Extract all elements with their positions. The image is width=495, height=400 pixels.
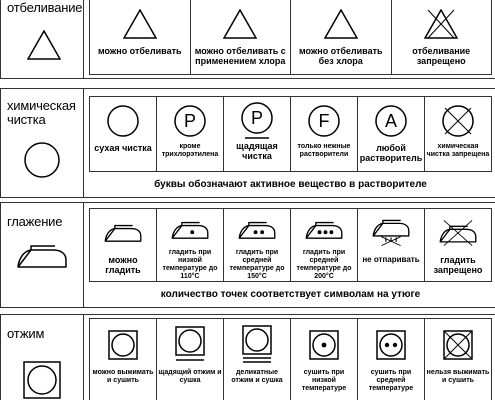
spin-category-cell (0, 315, 84, 400)
ironing-item-label: гладить при средней температуре до 150°С (229, 249, 285, 280)
dryclean-grid (89, 96, 492, 172)
dryclean-title-line2: чистка (7, 112, 46, 127)
ironing-item-high (290, 209, 357, 281)
spin-grid (89, 318, 492, 400)
ironing-item-medium (223, 209, 290, 281)
ironing-item-allowed (90, 209, 156, 281)
dryclean-item-label: любой растворитель (359, 143, 423, 163)
circle-p-icon (173, 104, 207, 138)
iron-no-steam-icon (371, 217, 411, 249)
ironing-item-label: гладить при низкой температуре до 110°С (162, 249, 218, 280)
circle-a-icon (374, 104, 408, 138)
ironing-item-no-steam (357, 209, 424, 281)
spin-item-medium-temp (357, 319, 424, 400)
dryclean-item-f (290, 97, 357, 171)
circle-icon (23, 141, 61, 179)
ironing-item-label: можно гладить (105, 255, 141, 275)
iron-two-dots-icon (237, 219, 277, 241)
dryclean-item-p-gentle (223, 97, 290, 171)
bleach-item-label: отбеливание запрещено (412, 46, 471, 66)
spin-item-label: можно выжимать и сушить (92, 369, 154, 384)
dryclean-section (0, 88, 495, 198)
dryclean-item-dry (90, 97, 156, 171)
circle-letter: A (384, 111, 398, 131)
square-circle-one-dot-icon (309, 330, 339, 360)
square-circle-icon (23, 361, 61, 399)
dryclean-item-label: щадящая чистка (236, 141, 278, 161)
spin-item-allowed (90, 319, 156, 400)
square-circle-underlined-icon (175, 326, 205, 364)
square-circle-double-underlined-icon (242, 325, 272, 365)
bleach-category-cell (0, 0, 84, 78)
spin-item-gentle (156, 319, 223, 400)
spin-item-label: сушить при средней температуре (368, 369, 414, 392)
ironing-note: количество точек соответствует символам на утюге (160, 289, 421, 300)
spin-item-delicate (223, 319, 290, 400)
dryclean-note: буквы обозначают активное вещество в растворителе (154, 179, 427, 190)
dryclean-title (7, 99, 76, 127)
ironing-item-forbidden (424, 209, 491, 281)
circle-icon (106, 104, 140, 138)
spin-section (0, 314, 495, 400)
iron-icon (15, 243, 69, 269)
spin-item-forbidden (424, 319, 491, 400)
ironing-title: глажение (7, 214, 63, 229)
circle-f-icon (307, 104, 341, 138)
circle-crossed-icon (441, 104, 475, 138)
square-circle-crossed-icon (443, 330, 473, 360)
spin-title: отжим (7, 326, 45, 341)
ironing-section (0, 202, 495, 308)
bleach-item-label: можно отбеливать с применением хлора (194, 46, 286, 66)
dryclean-item-p (156, 97, 223, 171)
iron-icon (103, 222, 143, 244)
bleach-item-no-chlorine (290, 0, 391, 74)
dryclean-item-label: только нежные растворители (297, 143, 351, 158)
ironing-category-cell (0, 203, 84, 307)
dryclean-title-line1: химическая (7, 98, 76, 113)
dryclean-item-label: сухая чистка (94, 143, 152, 153)
spin-item-label: щадящий отжим и сушка (158, 369, 222, 384)
spin-item-label: сушить при низкой температуре (301, 369, 347, 392)
spin-item-low-temp (290, 319, 357, 400)
spin-item-label: деликатные отжим и сушка (231, 369, 283, 384)
iron-three-dots-icon (304, 219, 344, 241)
ironing-grid (89, 208, 492, 282)
dryclean-category-cell (0, 89, 84, 197)
ironing-item-low (156, 209, 223, 281)
dryclean-item-forbidden (424, 97, 491, 171)
triangle-crossed-icon (424, 9, 458, 39)
triangle-cl-icon (223, 9, 257, 39)
dryclean-item-label: химическая чистка запрещена (426, 143, 490, 158)
triangle-icon (27, 30, 61, 60)
triangle-striped-icon (324, 9, 358, 39)
circle-p-underlined-icon (240, 101, 274, 141)
bleach-item-forbidden (391, 0, 492, 74)
dryclean-item-a (357, 97, 424, 171)
circle-letter: P (250, 108, 264, 128)
dryclean-item-label: кроме трихлорэтилена (161, 143, 219, 158)
ironing-item-label: не отпаривать (362, 255, 420, 264)
triangle-icon (123, 9, 157, 39)
ironing-item-label: гладить при средней температуре до 200°С (296, 249, 352, 280)
bleach-item-label: можно отбеливать (97, 46, 182, 56)
circle-letter: F (318, 111, 330, 131)
circle-letter: P (183, 111, 197, 131)
ironing-item-label: гладить запрещено (433, 255, 483, 275)
bleach-item-allowed (90, 0, 190, 74)
spin-item-label: нельзя выжимать и сушить (426, 369, 490, 384)
iron-one-dot-icon (170, 219, 210, 241)
bleach-title: отбеливание (7, 0, 83, 15)
square-circle-icon (108, 330, 138, 360)
square-circle-two-dots-icon (376, 330, 406, 360)
bleach-item-chlorine (190, 0, 291, 74)
bleach-item-label: можно отбеливать без хлора (298, 46, 383, 66)
bleach-section (0, 0, 495, 79)
iron-crossed-icon (438, 218, 478, 248)
bleach-grid (89, 0, 492, 75)
